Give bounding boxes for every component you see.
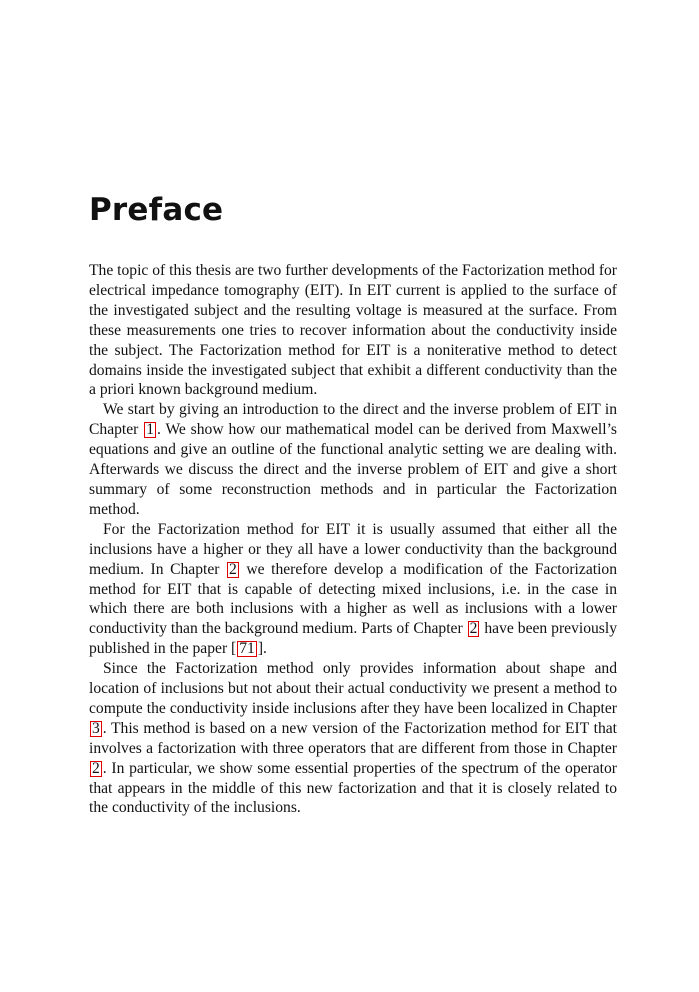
preface-body (89, 261, 617, 818)
text-run: . We show how our mathematical model can be derived from Maxwell’s equations and give an outline of the functional analytic setting we are dealing with. Afterwards we discuss the direct and the inverse problem of EIT and give a short summary of some reconstruction methods and in particular the Factorization method. (89, 421, 617, 518)
text-run: have been previously published in the paper [ (89, 620, 617, 658)
text-run: The topic of this thesis are two further developments of the Factorization method for electrical impedance tomography (EIT). In EIT current is applied to the surface of the investigated subject and the resulting voltage is measured at the surface. From these measurements one tries to recover information about the conductivity inside the subject. The Factorization method for EIT is a noniterative method to detect domains inside the investigated subject that exhibit a different conductivity than the a priori known background medium. (89, 262, 617, 399)
chapter-2-link[interactable]: 2 (92, 759, 100, 777)
text-run: we therefore develop a modification of the Factorization method for EIT that is capable of detecting mixed inclusions, i.e. in the case in which there are both inclusions with a higher as well as inclusions with a lower conductivity than the background medium. Parts of Chapter (89, 560, 617, 638)
text-run: For the Factorization method for EIT it is usually assumed that either all the inclusions have a higher or they all have a lower conductivity than the background medium. In Chapter (89, 520, 617, 578)
text-run: . In particular, we show some essential properties of the spectrum of the operator that appears in the middle of this new factorization and that it is closely related to the conductivity of the inclusions. (89, 759, 617, 817)
text-run: ]. (257, 640, 267, 658)
paragraph-4 (89, 659, 617, 818)
chapter-2-link[interactable]: 2 (469, 620, 478, 638)
chapter-2-link[interactable]: 2 (229, 560, 237, 578)
citation-71-link[interactable]: 71 (239, 640, 255, 658)
paragraph-3 (89, 520, 617, 659)
text-run: We start by giving an introduction to the direct and the inverse problem of EIT in Chapter (89, 401, 617, 439)
chapter-title: Preface (89, 192, 224, 228)
page (89, 190, 617, 818)
paragraph-2 (89, 400, 617, 519)
chapter-1-link[interactable]: 1 (146, 421, 154, 439)
paragraph-1 (89, 261, 617, 400)
text-run: Since the Factorization method only provides information about shape and location of inclusions but not about their actual conductivity we present a method to compute the conductivity inside inclusions after they have been localized in Chapter (89, 660, 617, 717)
text-run: . This method is based on a new version of the Factorization method for EIT that involves a factorization with three operators that are different from those in Chapter (89, 719, 617, 757)
chapter-3-link[interactable]: 3 (92, 719, 100, 737)
